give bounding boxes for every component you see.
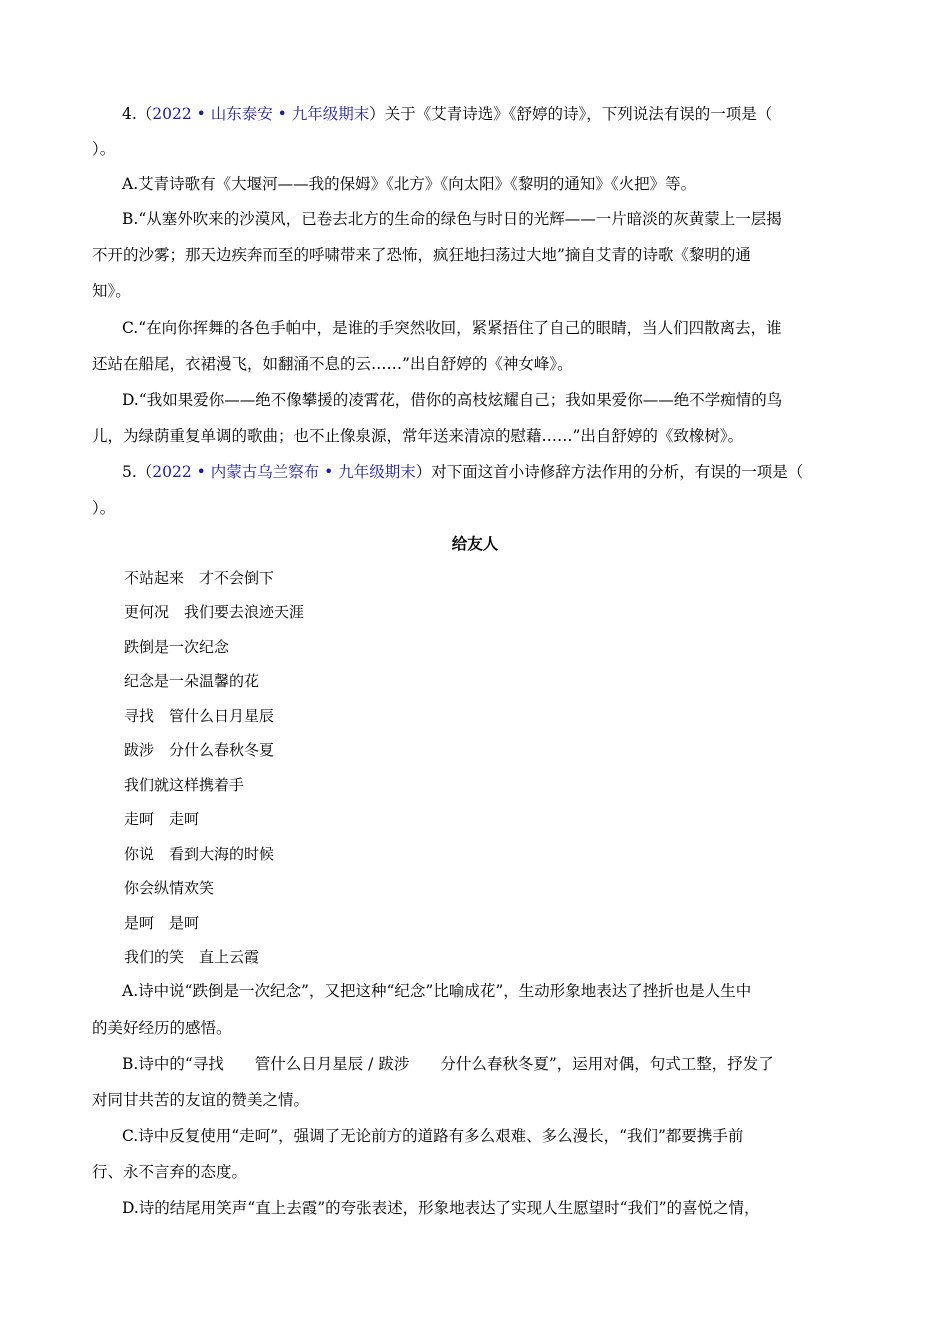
q5-option-a-line2: 的美好经历的感悟。: [92, 1019, 232, 1037]
q5-option-c-line1: C.诗中反复使用“走呵”，强调了无论前方的道路有多么艰难、多么漫长，“我们”都要携手前: [122, 1127, 744, 1145]
q5-source-link[interactable]: 2022 • 内蒙古乌兰察布 • 九年级期末: [152, 463, 416, 481]
poem-line: 更何况 我们要去浪迹天涯: [124, 603, 305, 621]
q5-option-c-line2: 行、永不言弃的态度。: [92, 1163, 248, 1181]
q4-option-d-line1: D.“我如果爱你——绝不像攀援的凌霄花，借你的高枝炫耀自己；我如果爱你——绝不学痴情的鸟: [122, 391, 783, 409]
poem-line: 我们的笑 直上云霞: [124, 948, 260, 966]
poem-line: 寻找 管什么日月星辰: [124, 707, 275, 725]
q5-stem-text: ）对下面这首小诗修辞方法作用的分析，有误的一项是（: [415, 463, 804, 481]
poem-line: 纪念是一朵温馨的花: [124, 672, 260, 690]
poem-line: 我们就这样携着手: [124, 776, 245, 794]
q4-option-b-line3: 知》。: [92, 282, 131, 300]
poem-line: 是呵 是呵: [124, 914, 200, 932]
q4-option-a: A.艾青诗歌有《大堰河——我的保姆》《北方》《向太阳》《黎明的通知》《火把》等。: [122, 175, 697, 193]
q4-stem-cont: ）。: [92, 140, 116, 158]
q4-stem-text: ）关于《艾青诗选》《舒婷的诗》，下列说法有误的一项是（: [369, 105, 773, 123]
q5-number: 5.（: [122, 463, 153, 481]
q4-option-c-line1: C.“在向你挥舞的各色手帕中，是谁的手突然收回，紧紧捂住了自己的眼睛，当人们四散离去，谁: [122, 319, 782, 337]
q4-option-c-line2: 还站在船尾，衣裙漫飞，如翻涌不息的云……”出自舒婷的《神女峰》。: [92, 355, 573, 373]
q5-option-a-line1: A.诗中说“跌倒是一次纪念”，又把这种“纪念”比喻成花”，生动形象地表达了挫折也是人生中: [122, 982, 752, 1000]
poem-line: 跋涉 分什么春秋冬夏: [124, 741, 275, 759]
q4-source-link[interactable]: 2022 • 山东泰安 • 九年级期末: [152, 105, 370, 123]
poem-line: 走呵 走呵: [124, 810, 200, 828]
q5-stem: [122, 461, 852, 483]
poem-line: 你说 看到大海的时候: [124, 845, 275, 863]
poem-line: 你会纵情欢笑: [124, 879, 215, 897]
q4-option-b-line1: B.“从塞外吹来的沙漠风，已卷去北方的生命的绿色与时日的光辉——一片暗淡的灰黄蒙上一层揭: [122, 210, 782, 228]
q4-option-b-line2: 不开的沙雾；那天边疾奔而至的呼啸带来了恐怖，疯狂地扫荡过大地”摘自艾青的诗歌《黎明的通: [92, 246, 751, 264]
q4-stem: [122, 103, 852, 125]
q4-option-d-line2: 儿，为绿荫重复单调的歌曲；也不止像泉源，常年送来清凉的慰藉……”出自舒婷的《致橡树》。: [92, 427, 744, 445]
q5-option-b-line2: 对同甘共苦的友谊的赞美之情。: [92, 1091, 310, 1109]
q5-option-b-line1: B.诗中的“寻找 管什么日月星辰 / 跋涉 分什么春秋冬夏”，运用对偶，句式工整，抒发了: [122, 1055, 774, 1073]
q4-number: 4.（: [122, 105, 153, 123]
q5-option-d-line1: D.诗的结尾用笑声“直上去霞”的夸张表述，形象地表达了实现人生愿望时“我们”的喜悦之情，: [122, 1199, 760, 1217]
poem-title: 给友人: [451, 534, 499, 553]
q5-stem-cont: ）。: [92, 499, 116, 517]
poem-line: 不站起来 才不会倒下: [124, 569, 275, 587]
poem-line: 跌倒是一次纪念: [124, 638, 230, 656]
